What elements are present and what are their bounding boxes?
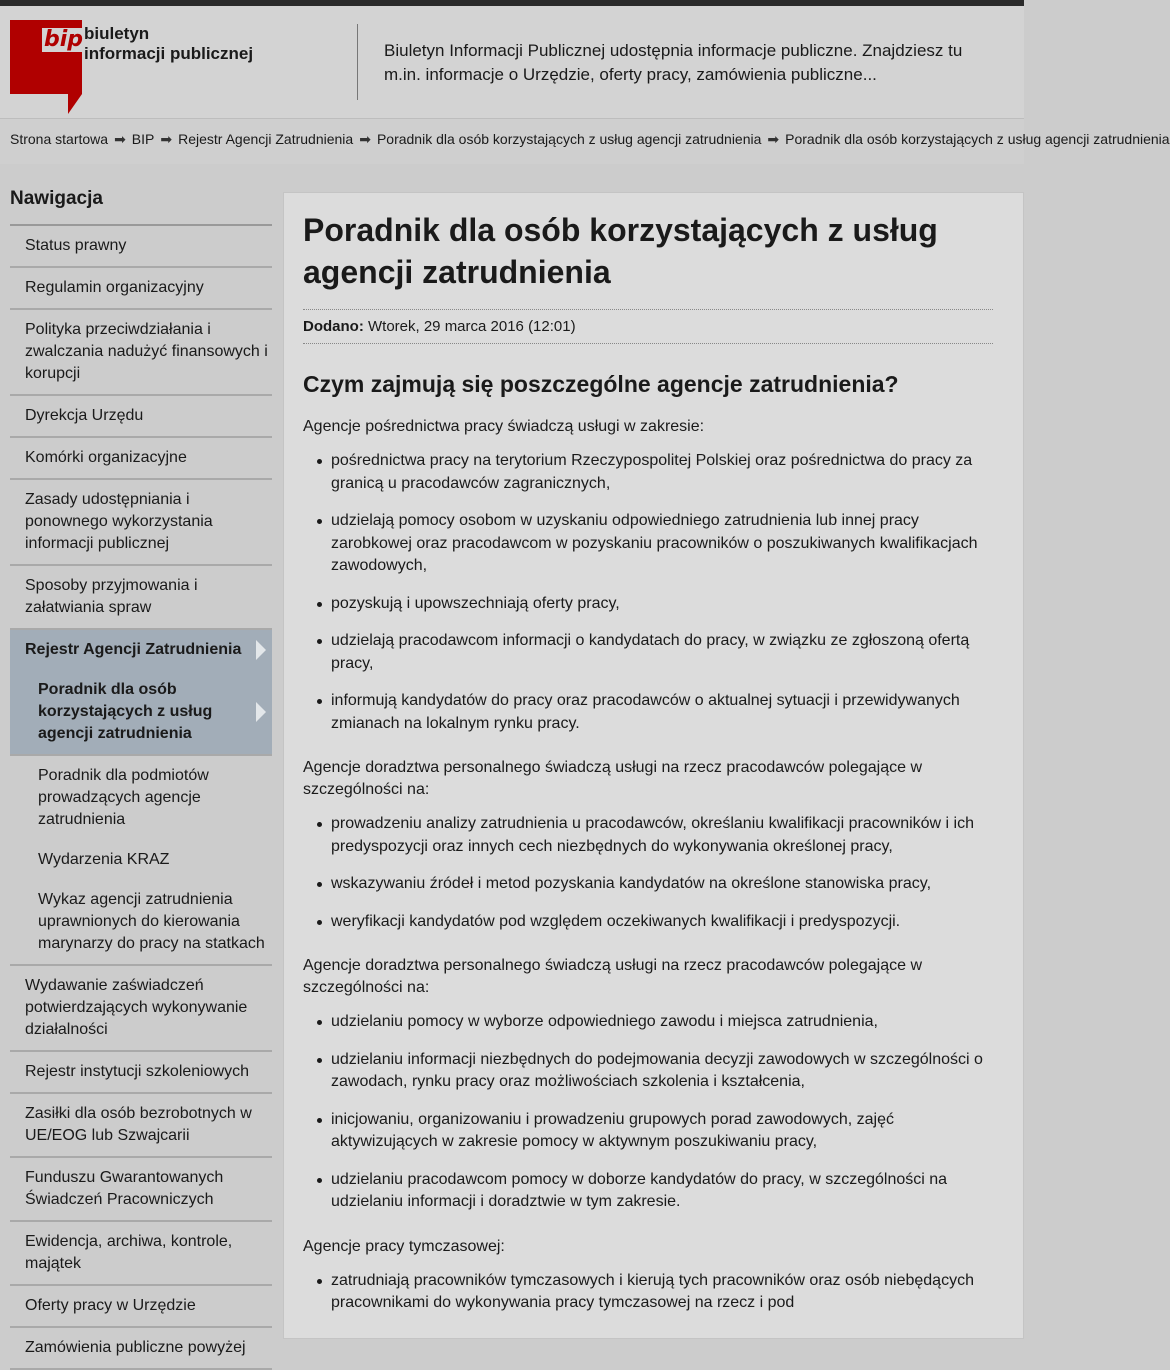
list-item: udzielają pomocy osobom w uzyskaniu odpowiedniego zatrudnienia lub innej pracy zarobkowej oraz pracodawcom w pozyskaniu pracowników o poszukiwanych kwalifikacjach zawodowych, <box>303 510 993 578</box>
bip-logo[interactable] <box>10 14 270 114</box>
nav-item-label: Rejestr Agencji Zatrudnienia <box>25 641 242 658</box>
sidebar-navigation <box>10 180 272 1356</box>
nav-item-zamowienia[interactable]: Zamówienia publiczne powyżej <box>10 1328 272 1370</box>
logo-line-2: informacji publicznej <box>84 44 254 63</box>
nav-list <box>10 226 272 1370</box>
list-doradztwo-1 <box>303 813 993 933</box>
breadcrumb-home[interactable]: Strona startowa <box>10 131 109 147</box>
breadcrumb-arrow-icon: ➡ <box>359 131 371 147</box>
header-description: Biuletyn Informacji Publicznej udostępnia informacje publiczne. Znajdziesz tu m.in. informacje o Urzędzie, oferty pracy, zamówienia publiczne... <box>384 41 963 84</box>
list-item: zatrudniają pracowników tymczasowych i kierują tych pracowników oraz osób niebędących pracownikami do wykonywania pracy tymczasowej na rzecz i pod <box>303 1270 993 1315</box>
breadcrumb-arrow-icon: ➡ <box>114 131 126 147</box>
paragraph-praca-tymczasowa: Agencje pracy tymczasowej: <box>303 1237 505 1255</box>
list-item: udzielają pracodawcom informacji o kandydatach do pracy, w związku ze zgłoszoną ofertą pracy, <box>303 630 993 675</box>
nav-item-dyrekcja[interactable]: Dyrekcja Urzędu <box>10 396 272 438</box>
nav-item-oferty-pracy[interactable]: Oferty pracy w Urzędzie <box>10 1286 272 1328</box>
list-item: weryfikacji kandydatów pod względem oczekiwanych kwalifikacji i predyspozycji. <box>303 911 993 934</box>
list-item: inicjowaniu, organizowaniu i prowadzeniu grupowych porad zawodowych, zajęć aktywizujących w zakresie pomocy w aktywnym poszukiwaniu pracy, <box>303 1109 993 1154</box>
site-header <box>0 0 1024 118</box>
breadcrumb-current: Poradnik dla osób korzystających z usług agencji zatrudnienia <box>785 131 1170 147</box>
nav-item-komorki[interactable]: Komórki organizacyjne <box>10 438 272 480</box>
list-item: udzielaniu pracodawcom pomocy w doborze kandydatów do pracy, w szczególności na udzielaniu informacji i doradztwie w tym zakresie. <box>303 1169 993 1214</box>
chevron-right-icon <box>256 702 266 722</box>
paragraph-doradztwo-2: Agencje doradztwa personalnego świadczą usługi na rzecz pracodawców polegające w szczególności na: <box>303 957 923 996</box>
list-item: prowadzeniu analizy zatrudnienia u pracodawców, określaniu kwalifikacji pracowników i ich predyspozycji oraz innych cech niezbędnych do wykonywania określonej pracy, <box>303 813 993 858</box>
header-divider <box>357 24 358 100</box>
paragraph-doradztwo-1: Agencje doradztwa personalnego świadczą usługi na rzecz pracodawców polegające w szczególności na: <box>303 759 923 798</box>
nav-item-ewidencja[interactable]: Ewidencja, archiwa, kontrole, majątek <box>10 1222 272 1286</box>
breadcrumb-poradnik-parent[interactable]: Poradnik dla osób korzystających z usług agencji zatrudnienia <box>376 131 762 147</box>
article-meta <box>303 310 993 344</box>
page-title: Poradnik dla osób korzystających z usług agencji zatrudnienia <box>303 209 993 310</box>
nav-item-status-prawny[interactable]: Status prawny <box>10 226 272 268</box>
list-item: wskazywaniu źródeł i metod pozyskania kandydatów na określone stanowiska pracy, <box>303 873 993 896</box>
main-content <box>283 192 1024 1339</box>
list-item: pozyskują i upowszechniają oferty pracy, <box>303 593 993 616</box>
chevron-right-icon <box>256 640 266 660</box>
breadcrumb-bip[interactable]: BIP <box>131 131 155 147</box>
nav-item-rejestr-szkoleniowych[interactable]: Rejestr instytucji szkoleniowych <box>10 1052 272 1094</box>
nav-subitem-wykaz-agencji[interactable]: Wykaz agencji zatrudnienia uprawnionych do kierowania marynarzy do pracy na statkach <box>10 880 272 966</box>
bip-logo-text <box>84 24 253 64</box>
list-item: pośrednictwa pracy na terytorium Rzeczypospolitej Polskiej oraz pośrednictwa do pracy za granicą u pracodawców zagranicznych, <box>303 450 993 495</box>
breadcrumb-rejestr[interactable]: Rejestr Agencji Zatrudnienia <box>178 131 354 147</box>
nav-item-zaswiadczenia[interactable]: Wydawanie zaświadczeń potwierdzających wykonywanie działalności <box>10 966 272 1052</box>
section-title: Czym zajmują się poszczególne agencje zatrudnienia? <box>303 371 899 397</box>
nav-title: Nawigacja <box>10 180 272 226</box>
nav-item-regulamin[interactable]: Regulamin organizacyjny <box>10 268 272 310</box>
list-item: udzielaniu pomocy w wyborze odpowiedniego zawodu i miejsca zatrudnienia, <box>303 1011 993 1034</box>
nav-item-sposoby[interactable]: Sposoby przyjmowania i załatwiania spraw <box>10 566 272 630</box>
meta-label: Dodano: <box>303 318 364 335</box>
logo-line-1: biuletyn <box>84 24 150 43</box>
nav-item-zasilki[interactable]: Zasiłki dla osób bezrobotnych w UE/EOG lub Szwajcarii <box>10 1094 272 1158</box>
nav-item-zasady[interactable]: Zasady udostępniania i ponownego wykorzystania informacji publicznej <box>10 480 272 566</box>
bip-logo-letters: bip <box>42 28 87 52</box>
nav-item-polityka[interactable]: Polityka przeciwdziałania i zwalczania nadużyć finansowych i korupcji <box>10 310 272 396</box>
list-item: udzielaniu informacji niezbędnych do podejmowania decyzji zawodowych w szczególności o zawodach, rynku pracy oraz możliwościach szkolenia i kształcenia, <box>303 1049 993 1094</box>
breadcrumb-arrow-icon: ➡ <box>160 131 173 147</box>
list-doradztwo-2 <box>303 1011 993 1214</box>
nav-item-fgsp[interactable]: Funduszu Gwarantowanych Świadczeń Pracowniczych <box>10 1158 272 1222</box>
nav-subitem-poradnik-podmiotow[interactable]: Poradnik dla podmiotów prowadzących agencje zatrudnienia <box>38 767 209 828</box>
breadcrumb <box>0 118 1170 164</box>
list-item: informują kandydatów do pracy oraz pracodawców o aktualnej sytuacji i przewidywanych zmianach na lokalnym rynku pracy. <box>303 690 993 735</box>
list-posrednictwo <box>303 450 993 735</box>
nav-item-label: Poradnik dla osób korzystających z usług agencji zatrudnienia <box>38 681 213 742</box>
nav-subitem-poradnik-osob[interactable] <box>10 670 272 756</box>
paragraph-posrednictwo: Agencje pośrednictwa pracy świadczą usługi w zakresie: <box>303 418 705 435</box>
breadcrumb-arrow-icon: ➡ <box>767 131 780 147</box>
nav-subitem-wydarzenia-kraz[interactable]: Wydarzenia KRAZ <box>38 851 170 868</box>
nav-item-rejestr-agencji[interactable] <box>10 630 272 670</box>
list-praca-tymczasowa <box>303 1270 993 1315</box>
meta-date: Wtorek, 29 marca 2016 (12:01) <box>363 318 576 335</box>
